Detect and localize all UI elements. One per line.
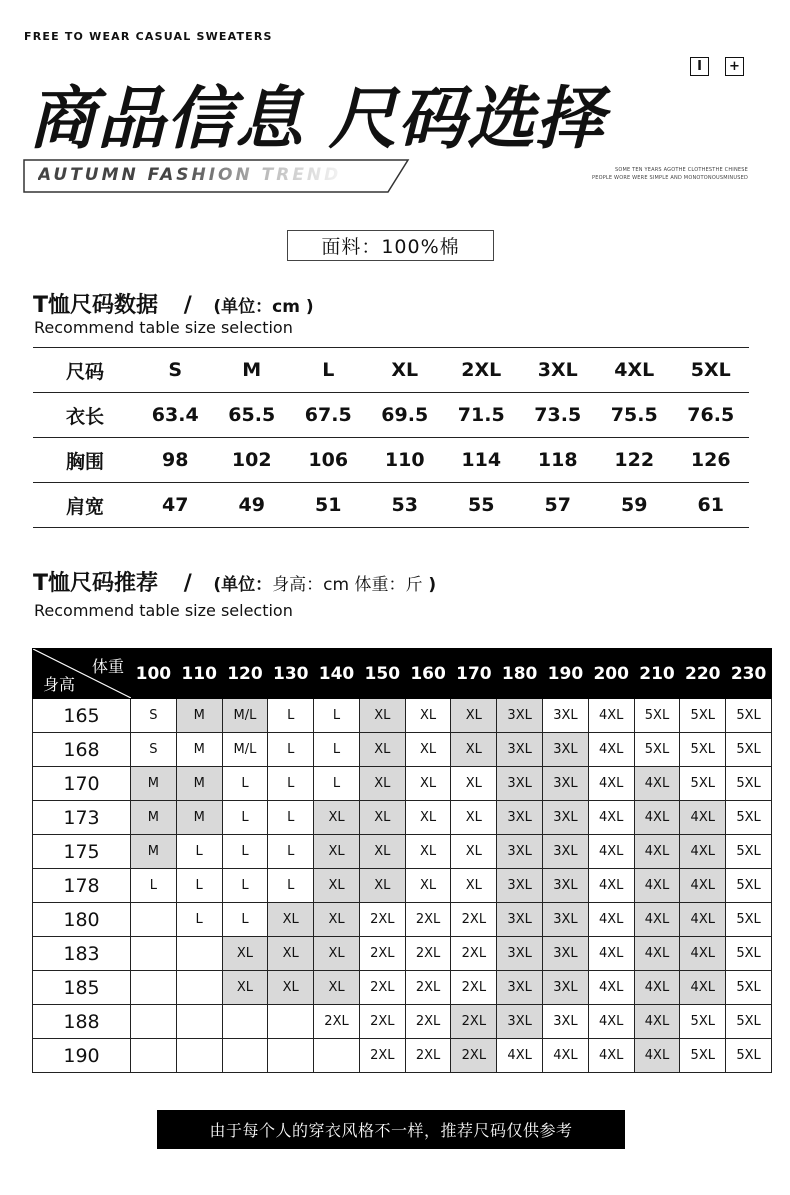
table-cell: 73.5 xyxy=(520,393,597,438)
size-cell: L xyxy=(268,699,314,733)
measurement-row xyxy=(33,483,749,528)
size-cell: 4XL xyxy=(634,1039,680,1073)
size-cell: L xyxy=(222,767,268,801)
size-cell: 3XL xyxy=(543,971,589,1005)
height-cell: 165 xyxy=(33,699,131,733)
size-cell: 2XL xyxy=(359,903,405,937)
weight-header-cell: 150 xyxy=(359,649,405,699)
size-cell: L xyxy=(222,869,268,903)
size-cell: 3XL xyxy=(497,937,543,971)
small-text-line-2: PEOPLE WORE WERE SIMPLE AND MONOTONOUSMINUSED xyxy=(592,175,748,181)
size-cell: 3XL xyxy=(543,1005,589,1039)
size-cell: L xyxy=(176,835,222,869)
size-cell: 4XL xyxy=(634,1005,680,1039)
size-cell: XL xyxy=(359,835,405,869)
section2-slash: / xyxy=(183,571,192,596)
size-cell: L xyxy=(268,801,314,835)
size-cell: 2XL xyxy=(359,937,405,971)
size-cell: 4XL xyxy=(634,801,680,835)
table-cell: 122 xyxy=(596,438,673,483)
size-cell: 5XL xyxy=(680,1005,726,1039)
size-cell: 4XL xyxy=(588,835,634,869)
size-cell xyxy=(131,1039,177,1073)
size-cell: XL xyxy=(359,699,405,733)
corner-height-label: 身高 xyxy=(43,675,76,694)
minimize-icon[interactable]: I xyxy=(690,57,709,76)
size-cell: M xyxy=(176,767,222,801)
weight-header-cell: 130 xyxy=(268,649,314,699)
size-cell: M/L xyxy=(222,699,268,733)
size-cell: 4XL xyxy=(543,1039,589,1073)
size-cell xyxy=(176,971,222,1005)
size-cell xyxy=(268,1005,314,1039)
size-cell: 5XL xyxy=(680,767,726,801)
size-cell: 2XL xyxy=(451,1039,497,1073)
size-cell: XL xyxy=(451,733,497,767)
size-cell: 5XL xyxy=(726,869,772,903)
size-cell: 4XL xyxy=(634,869,680,903)
measurement-row xyxy=(33,438,749,483)
size-cell: XL xyxy=(451,869,497,903)
weight-header-cell: 160 xyxy=(405,649,451,699)
size-cell: L xyxy=(268,869,314,903)
size-cell: 4XL xyxy=(634,835,680,869)
size-cell xyxy=(314,1039,360,1073)
size-cell: 2XL xyxy=(451,903,497,937)
table-cell: 49 xyxy=(214,483,291,528)
height-row xyxy=(33,937,772,971)
size-cell: 3XL xyxy=(497,971,543,1005)
height-row xyxy=(33,767,772,801)
size-cell: 2XL xyxy=(405,1039,451,1073)
size-cell: 4XL xyxy=(634,767,680,801)
size-cell: 5XL xyxy=(726,801,772,835)
size-cell: L xyxy=(314,767,360,801)
size-cell: XL xyxy=(405,767,451,801)
size-cell: XL xyxy=(268,937,314,971)
size-cell: 2XL xyxy=(405,971,451,1005)
size-cell: M/L xyxy=(222,733,268,767)
weight-header-cell: 190 xyxy=(543,649,589,699)
size-cell: 3XL xyxy=(497,869,543,903)
table-cell: 118 xyxy=(520,438,597,483)
size-cell: XL xyxy=(268,971,314,1005)
size-cell: 2XL xyxy=(405,903,451,937)
table-cell: 102 xyxy=(214,438,291,483)
height-row xyxy=(33,971,772,1005)
size-cell: 5XL xyxy=(726,937,772,971)
size-cell: 2XL xyxy=(314,1005,360,1039)
size-cell: 4XL xyxy=(680,835,726,869)
size-cell: 4XL xyxy=(680,801,726,835)
size-cell: 4XL xyxy=(588,699,634,733)
table-cell: 71.5 xyxy=(443,393,520,438)
size-cell: XL xyxy=(405,733,451,767)
table-cell: 4XL xyxy=(596,348,673,393)
weight-header-cell: 230 xyxy=(726,649,772,699)
weight-header-cell: 140 xyxy=(314,649,360,699)
table-cell: 98 xyxy=(137,438,214,483)
size-cell xyxy=(176,1039,222,1073)
size-cell: M xyxy=(131,767,177,801)
size-cell: 5XL xyxy=(726,1005,772,1039)
add-icon[interactable]: + xyxy=(725,57,744,76)
weight-header-cell: 120 xyxy=(222,649,268,699)
size-cell: 3XL xyxy=(497,733,543,767)
size-cell: 5XL xyxy=(726,1039,772,1073)
table-cell: 47 xyxy=(137,483,214,528)
section2-subtitle: Recommend table size selection xyxy=(34,601,293,620)
size-cell: 2XL xyxy=(451,937,497,971)
size-cell: 4XL xyxy=(634,971,680,1005)
size-cell: XL xyxy=(405,835,451,869)
weight-header-cell: 220 xyxy=(680,649,726,699)
table-cell: 55 xyxy=(443,483,520,528)
size-cell: XL xyxy=(405,801,451,835)
weight-header-cell: 180 xyxy=(497,649,543,699)
weight-header-cell: 200 xyxy=(588,649,634,699)
size-cell: 2XL xyxy=(359,1005,405,1039)
size-cell: 3XL xyxy=(543,937,589,971)
size-cell: L xyxy=(131,869,177,903)
height-cell: 173 xyxy=(33,801,131,835)
size-cell: 3XL xyxy=(543,903,589,937)
size-cell: 3XL xyxy=(543,835,589,869)
section1-unit: (单位：cm ) xyxy=(213,297,314,317)
size-cell: 5XL xyxy=(726,835,772,869)
size-cell: XL xyxy=(359,767,405,801)
fabric-label: 面料：100%棉 xyxy=(287,230,494,261)
size-cell: 3XL xyxy=(497,1005,543,1039)
size-cell: 4XL xyxy=(588,869,634,903)
size-cell: 5XL xyxy=(726,699,772,733)
row-label: 胸围 xyxy=(33,438,137,483)
size-cell: 5XL xyxy=(726,971,772,1005)
size-cell: 3XL xyxy=(497,767,543,801)
size-header-row xyxy=(33,348,749,393)
size-cell: 5XL xyxy=(680,699,726,733)
table-cell: 126 xyxy=(673,438,750,483)
size-cell: XL xyxy=(405,869,451,903)
size-cell: 4XL xyxy=(680,869,726,903)
size-cell: L xyxy=(314,699,360,733)
height-cell: 168 xyxy=(33,733,131,767)
section1-title xyxy=(33,288,314,319)
size-cell: XL xyxy=(451,801,497,835)
weight-header-cell: 100 xyxy=(131,649,177,699)
size-cell: XL xyxy=(222,937,268,971)
size-cell: 4XL xyxy=(634,937,680,971)
size-cell: L xyxy=(222,903,268,937)
size-cell xyxy=(131,903,177,937)
size-cell: 3XL xyxy=(497,903,543,937)
height-row xyxy=(33,903,772,937)
corner-weight-label: 体重 xyxy=(91,657,124,676)
size-cell: XL xyxy=(451,767,497,801)
row-label: 尺码 xyxy=(33,348,137,393)
size-cell: L xyxy=(268,835,314,869)
size-cell: 4XL xyxy=(588,937,634,971)
size-cell: 3XL xyxy=(497,699,543,733)
size-cell: 4XL xyxy=(588,1005,634,1039)
size-cell: L xyxy=(176,903,222,937)
height-row xyxy=(33,699,772,733)
size-cell: XL xyxy=(314,801,360,835)
table-cell: L xyxy=(290,348,367,393)
size-cell: 5XL xyxy=(634,733,680,767)
size-cell: 4XL xyxy=(588,801,634,835)
corner-cell xyxy=(33,649,131,699)
size-cell: 2XL xyxy=(451,1005,497,1039)
table-cell: 59 xyxy=(596,483,673,528)
size-cell: 3XL xyxy=(543,801,589,835)
small-text-line-1: SOME TEN YEARS AGOTHE CLOTHESTHE CHINESE xyxy=(615,167,748,173)
height-row xyxy=(33,1005,772,1039)
table-cell: 63.4 xyxy=(137,393,214,438)
size-cell xyxy=(131,937,177,971)
size-cell: 4XL xyxy=(497,1039,543,1073)
size-cell: L xyxy=(222,835,268,869)
table-cell: 57 xyxy=(520,483,597,528)
table-cell: 53 xyxy=(367,483,444,528)
size-cell: L xyxy=(268,767,314,801)
height-cell: 178 xyxy=(33,869,131,903)
size-cell: 4XL xyxy=(588,733,634,767)
size-cell: 4XL xyxy=(680,903,726,937)
section2-unit-detail: 身高：cm 体重：斤 xyxy=(272,575,423,595)
size-cell xyxy=(176,1005,222,1039)
size-cell: M xyxy=(176,699,222,733)
table-cell: 76.5 xyxy=(673,393,750,438)
size-cell: M xyxy=(176,733,222,767)
size-cell: 2XL xyxy=(451,971,497,1005)
size-cell: XL xyxy=(359,801,405,835)
size-cell: XL xyxy=(359,869,405,903)
table-cell: 3XL xyxy=(520,348,597,393)
fashion-banner xyxy=(22,158,412,194)
size-cell: XL xyxy=(314,869,360,903)
size-cell: M xyxy=(131,835,177,869)
height-cell: 183 xyxy=(33,937,131,971)
size-cell: M xyxy=(131,801,177,835)
size-cell: 2XL xyxy=(405,937,451,971)
size-cell: XL xyxy=(222,971,268,1005)
size-cell: L xyxy=(176,869,222,903)
size-cell xyxy=(131,971,177,1005)
table-cell: 106 xyxy=(290,438,367,483)
size-cell: 3XL xyxy=(543,733,589,767)
tagline: FREE TO WEAR CASUAL SWEATERS xyxy=(24,30,273,43)
size-recommend-table xyxy=(32,648,772,1073)
height-cell: 188 xyxy=(33,1005,131,1039)
height-cell: 170 xyxy=(33,767,131,801)
size-cell: S xyxy=(131,733,177,767)
height-cell: 180 xyxy=(33,903,131,937)
weight-header-row xyxy=(33,649,772,699)
measurement-row xyxy=(33,393,749,438)
table-cell: 75.5 xyxy=(596,393,673,438)
size-cell: XL xyxy=(359,733,405,767)
section2-unit-suffix: ) xyxy=(422,575,437,595)
table-cell: 5XL xyxy=(673,348,750,393)
height-row xyxy=(33,1039,772,1073)
row-label: 衣长 xyxy=(33,393,137,438)
size-cell: 4XL xyxy=(680,971,726,1005)
size-cell xyxy=(131,1005,177,1039)
size-cell: 4XL xyxy=(588,1039,634,1073)
height-cell: 175 xyxy=(33,835,131,869)
size-cell: 5XL xyxy=(634,699,680,733)
section1-slash: / xyxy=(183,293,192,318)
height-row xyxy=(33,835,772,869)
size-cell: 5XL xyxy=(726,903,772,937)
size-cell: XL xyxy=(268,903,314,937)
table-cell: 65.5 xyxy=(214,393,291,438)
size-cell: L xyxy=(314,733,360,767)
size-cell: L xyxy=(222,801,268,835)
size-cell: 3XL xyxy=(497,835,543,869)
table-cell: XL xyxy=(367,348,444,393)
weight-header-cell: 170 xyxy=(451,649,497,699)
size-cell: S xyxy=(131,699,177,733)
section1-title-text: T恤尺码数据 xyxy=(33,293,159,318)
size-cell: 3XL xyxy=(543,869,589,903)
size-cell: 3XL xyxy=(543,767,589,801)
table-cell: 110 xyxy=(367,438,444,483)
size-cell xyxy=(222,1039,268,1073)
row-label: 肩宽 xyxy=(33,483,137,528)
size-cell: 5XL xyxy=(680,1039,726,1073)
table-cell: S xyxy=(137,348,214,393)
size-cell: 5XL xyxy=(726,767,772,801)
size-cell: L xyxy=(268,733,314,767)
size-cell: XL xyxy=(451,699,497,733)
size-cell: 4XL xyxy=(588,971,634,1005)
size-cell xyxy=(268,1039,314,1073)
size-cell: 4XL xyxy=(588,903,634,937)
size-cell: 4XL xyxy=(634,903,680,937)
table-cell: M xyxy=(214,348,291,393)
size-cell: 5XL xyxy=(680,733,726,767)
weight-header-cell: 210 xyxy=(634,649,680,699)
size-cell: 2XL xyxy=(359,971,405,1005)
section2-title-text: T恤尺码推荐 xyxy=(33,571,159,596)
size-cell: 4XL xyxy=(680,937,726,971)
table-cell: 61 xyxy=(673,483,750,528)
size-cell: XL xyxy=(314,971,360,1005)
size-cell: XL xyxy=(314,937,360,971)
size-cell: XL xyxy=(451,835,497,869)
table-cell: 114 xyxy=(443,438,520,483)
section1-subtitle: Recommend table size selection xyxy=(34,318,293,337)
size-cell: 5XL xyxy=(726,733,772,767)
size-cell: 3XL xyxy=(543,699,589,733)
weight-header-cell: 110 xyxy=(176,649,222,699)
size-cell: XL xyxy=(314,903,360,937)
height-cell: 185 xyxy=(33,971,131,1005)
section2-unit-prefix: (单位： xyxy=(213,575,273,595)
table-cell: 51 xyxy=(290,483,367,528)
size-data-table xyxy=(33,347,749,528)
banner-text: AUTUMN FASHION TREND xyxy=(38,165,342,185)
height-row xyxy=(33,869,772,903)
section2-unit xyxy=(213,575,436,595)
size-cell: 4XL xyxy=(588,767,634,801)
table-cell: 2XL xyxy=(443,348,520,393)
disclaimer-banner: 由于每个人的穿衣风格不一样，推荐尺码仅供参考 xyxy=(157,1110,625,1149)
size-cell: 2XL xyxy=(405,1005,451,1039)
section2-title xyxy=(33,566,436,597)
size-cell: XL xyxy=(314,835,360,869)
height-row xyxy=(33,733,772,767)
table-cell: 69.5 xyxy=(367,393,444,438)
height-cell: 190 xyxy=(33,1039,131,1073)
height-row xyxy=(33,801,772,835)
size-cell: XL xyxy=(405,699,451,733)
size-cell: 2XL xyxy=(359,1039,405,1073)
size-cell: 3XL xyxy=(497,801,543,835)
table-cell: 67.5 xyxy=(290,393,367,438)
size-cell xyxy=(176,937,222,971)
size-cell: M xyxy=(176,801,222,835)
size-cell xyxy=(222,1005,268,1039)
page-title: 商品信息 尺码选择 xyxy=(28,80,605,159)
